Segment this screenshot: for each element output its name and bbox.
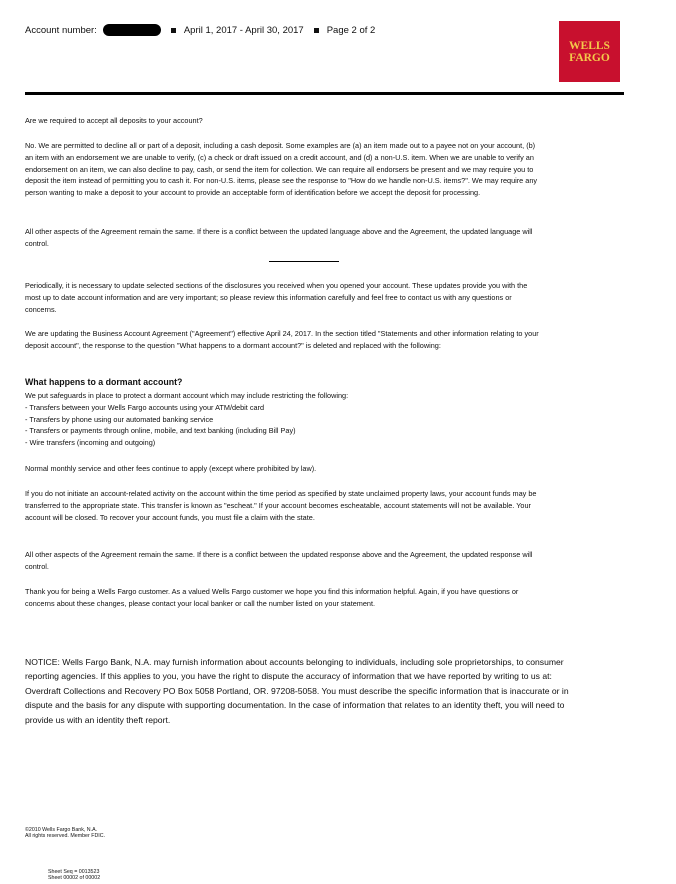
wells-fargo-logo: WELLS FARGO [559,21,620,82]
list-item: - Transfers or payments through online, mobile, and text banking (including Bill Pay) [25,426,296,436]
bullet-square-icon [171,28,176,33]
paragraph-other-aspects-1: All other aspects of the Agreement remain the same. If there is a conflict between the updated language above and the Agreement, the updated language will control. [25,227,533,248]
question-deposits: Are we required to accept all deposits to your account? [25,116,203,125]
list-item: - Wire transfers (incoming and outgoing) [25,438,156,448]
answer-deposits: No. We are permitted to decline all or part of a deposit, including a cash deposit. Some examples are (a) an item made out to a payee not on your account, (b) an item with an endorsement we are unable to verify, (c) a check or draft issued on a credit account, and (d) a non-U.S. item. When we are unable to verify an endorsement on an item, we can also decline to pay, cash, or send the item for collection. We can require all endorsers be present and we may require you to deposit the item instead of permitting you to cash it. For non-U.S. items, please see the response to "How do we handle non-U.S. items?". We may require any person wanting to make a deposit to your account to provide an acceptable form of identification before we accept the deposit for processing. [25,141,538,198]
sheet-sequence: Sheet Seq = 0013523 Sheet 00002 of 00002 [48,869,101,882]
redacted-account-number [103,24,161,36]
notice-paragraph: NOTICE: Wells Fargo Bank, N.A. may furnish information about accounts belonging to individuals, including sole proprietorships, to consumer reporting agencies. If this applies to you, you have the right to dispute the accuracy of information that we have reported by writing to us at: Overdraft Collections and Recovery PO Box 5058 Portland, OR. 97208-5058. You must describe the specific information that is inaccurate or in dispute and the basis for any dispute with supporting documentation. In the case of information that relates to an identity theft, you will need to provide us with an identity theft report. [25,657,569,725]
page-number: Page 2 of 2 [326,24,376,36]
paragraph-thank-you: Thank you for being a Wells Fargo customer. As a valued Wells Fargo customer we hope you find this information helpful. Again, if you have questions or concerns about these changes, please contact your local banker or call the number listed on your statement. [25,587,519,608]
paragraph-other-aspects-2: All other aspects of the Agreement remain the same. If there is a conflict between the updated response above and the Agreement, the updated response will control. [25,550,533,571]
account-number-label: Account number: [25,24,97,36]
paragraph-escheat: If you do not initiate an account-related activity on the account within the time period as specified by state unclaimed property laws, your account funds may be transferred to the appropriate state. This transfer is known as "escheat." If your account becomes escheatable, account statements will not be available. Your account will be closed. To recover your account funds, you must file a claim with the state. [25,489,537,522]
copyright-notice: ©2010 Wells Fargo Bank, N.A. All rights reserved. Member FDIC. [25,827,106,840]
bullet-square-icon [314,28,319,33]
paragraph-agreement-update: We are updating the Business Account Agreement ("Agreement") effective April 24, 2017. In the section titled "Statements and other information relating to your deposit account", the response to the question "What happens to a dormant account?" is deleted and replaced with the following: [25,329,539,350]
list-item: - Transfers between your Wells Fargo accounts using your ATM/debit card [25,402,265,412]
paragraph-periodic-updates: Periodically, it is necessary to update selected sections of the disclosures you received when you opened your account. These updates provide you with the most up to date account information and are very important; so please review this information carefully and feel free to contact us with any questions or concerns. [25,281,528,314]
section-divider [269,261,339,262]
paragraph-fees: Normal monthly service and other fees continue to apply (except where prohibited by law). [25,464,317,473]
heading-dormant-account: What happens to a dormant account? [25,377,183,387]
list-item: - Transfers by phone using our automated banking service [25,414,214,424]
statement-header [25,24,375,36]
dormant-safeguards [25,390,540,449]
dormant-intro: We put safeguards in place to protect a dormant account which may include restricting the following: [25,391,349,400]
statement-period: April 1, 2017 - April 30, 2017 [183,24,304,36]
header-divider [25,92,624,95]
